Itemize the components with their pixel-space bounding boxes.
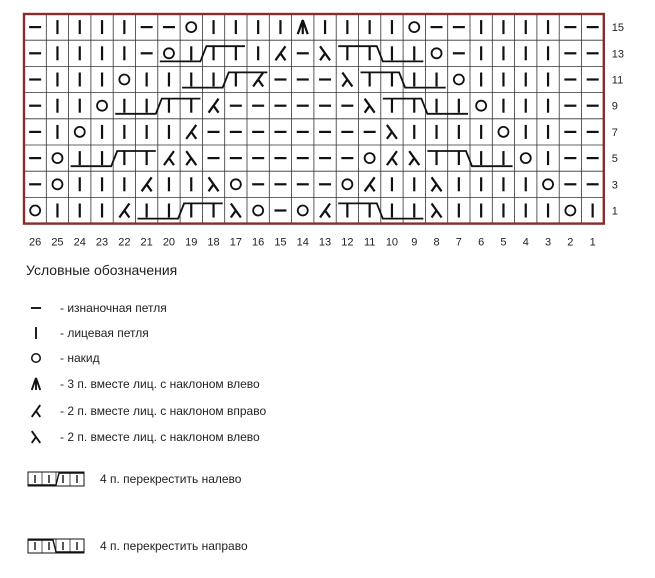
dec2-right-symbol: [209, 99, 219, 113]
column-label: 23: [95, 236, 109, 249]
legend-item-dec2-right: [26, 400, 266, 422]
row-label: 5: [611, 153, 618, 166]
yarn-over-symbol: [342, 179, 352, 189]
yarn-over-symbol: [164, 48, 174, 58]
column-label: 22: [118, 236, 131, 249]
yarn-over-symbol: [521, 153, 531, 163]
column-label: 19: [185, 236, 198, 249]
legend-text-knit: - лицевая петля: [60, 326, 149, 340]
row-label: 11: [611, 74, 624, 87]
yarn-over-symbol: [454, 75, 464, 85]
legend-text-yarn-over: - накид: [60, 351, 100, 365]
legend-item-purl: [26, 297, 167, 319]
dec2-right-symbol: [119, 204, 129, 218]
yarn-over-symbol: [119, 75, 129, 85]
legend-item-cable-left: [26, 468, 241, 490]
column-label: 6: [478, 236, 485, 249]
column-label: 25: [51, 236, 64, 249]
dec2-right-symbol: [387, 151, 397, 165]
knitting-chart: [0, 0, 655, 250]
dec2-left-symbol: [186, 151, 196, 165]
dec2-left-symbol: [231, 204, 241, 218]
yarn-over-symbol: [231, 179, 241, 189]
column-label: 9: [411, 236, 418, 249]
column-label: 20: [162, 236, 176, 249]
yarn-over-symbol: [498, 127, 508, 137]
column-label: 17: [229, 236, 242, 249]
yarn-over-symbol: [409, 22, 419, 32]
dec2-right-symbol: [253, 73, 263, 87]
column-label: 8: [433, 236, 440, 249]
dec2-left-symbol: [365, 99, 375, 113]
dec2-left-symbol: [320, 46, 330, 60]
yarn-over-symbol: [543, 179, 553, 189]
yarn-over-symbol: [476, 101, 486, 111]
column-label: 12: [341, 236, 354, 249]
column-label: 24: [73, 236, 86, 249]
column-label: 5: [500, 236, 507, 249]
column-label: 15: [274, 236, 287, 249]
dec2-right-symbol: [365, 177, 375, 191]
column-label: 18: [207, 236, 220, 249]
yarn-over-symbol: [30, 206, 40, 216]
column-label: 11: [363, 236, 376, 249]
yarn-over-symbol: [186, 22, 196, 32]
dec2-left-symbol: [387, 125, 397, 139]
purl-icon: [26, 298, 60, 318]
column-label: 13: [318, 236, 332, 249]
legend-text-dec2-right: - 2 п. вместе лиц. с наклоном вправо: [60, 404, 267, 418]
yarn-over-symbol: [365, 153, 375, 163]
yarn-over-symbol: [432, 48, 442, 58]
yarn-over-symbol: [565, 206, 575, 216]
row-label: 9: [611, 100, 618, 113]
cable-right-icon: [26, 536, 86, 556]
row-label: 7: [611, 126, 618, 139]
cable-left-icon: [26, 469, 86, 489]
yarn-over-symbol: [52, 153, 62, 163]
dec2-right-symbol: [186, 125, 196, 139]
dec2-right-symbol: [275, 46, 285, 60]
legend-item-dec2-left: [26, 426, 260, 448]
legend-item-dec3-left: [26, 373, 260, 395]
column-label: 2: [567, 236, 574, 249]
legend-text-dec3-left: - 3 п. вместе лиц. с наклоном влево: [60, 377, 260, 391]
dec2-right-symbol: [164, 151, 174, 165]
yarn-over-symbol: [97, 101, 107, 111]
legend-text-cable-right: 4 п. перекрестить направо: [100, 539, 248, 553]
legend-text-dec2-left: - 2 п. вместе лиц. с наклоном влево: [60, 430, 260, 444]
knit-icon: [26, 323, 60, 343]
row-label: 15: [611, 22, 625, 35]
legend-text-cable-left: 4 п. перекрестить налево: [100, 472, 242, 486]
column-label: 7: [455, 236, 462, 249]
row-label: 13: [611, 48, 625, 61]
row-label: 1: [611, 205, 618, 218]
column-label: 21: [140, 236, 153, 249]
yarn-over-symbol: [298, 206, 308, 216]
row-label: 3: [611, 179, 618, 192]
legend-text-purl: - изнаночная петля: [60, 301, 167, 315]
column-label: 4: [522, 236, 529, 249]
legend-item-knit: [26, 322, 149, 344]
knitting-chart-svg: [0, 0, 655, 250]
dec2-right-symbol: [320, 204, 330, 218]
dec2-left-symbol: [409, 151, 419, 165]
column-label: 16: [252, 236, 265, 249]
dec2-left-symbol: [432, 204, 442, 218]
yarn-over-symbol: [253, 206, 263, 216]
dec2-left-symbol: [432, 177, 442, 191]
dec2-right-symbol: [142, 177, 152, 191]
column-label: 26: [29, 236, 42, 249]
legend-item-cable-right: [26, 535, 248, 557]
dec2-left-symbol: [342, 73, 352, 87]
column-label: 10: [385, 236, 399, 249]
dec2-right-icon: [26, 401, 60, 421]
column-label: 3: [544, 236, 552, 249]
column-label: 1: [589, 236, 596, 249]
chart-grid: [24, 14, 604, 224]
dec2-left-icon: [26, 427, 60, 447]
dec3-left-symbol: [298, 19, 308, 34]
yarn-over-symbol: [75, 127, 85, 137]
legend-title: Условные обозначения: [26, 262, 178, 278]
column-label: 14: [296, 236, 309, 249]
legend-item-yarn-over: [26, 347, 100, 369]
yarn-over-symbol: [52, 179, 62, 189]
dec3-left-icon: [26, 374, 60, 394]
dec2-left-symbol: [209, 177, 219, 191]
yarn-over-icon: [26, 348, 60, 368]
